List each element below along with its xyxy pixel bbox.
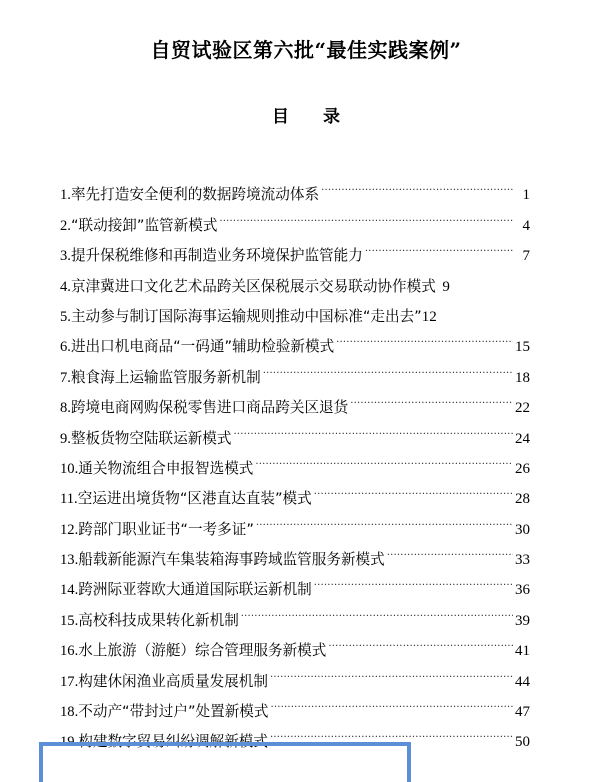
toc-leader-dots <box>270 655 513 685</box>
toc-entry-number: 17. <box>60 673 79 690</box>
toc-entry-page-number: 36 <box>515 582 530 599</box>
toc-entry-title <box>60 272 436 302</box>
toc-leader-dots <box>314 473 513 503</box>
toc-entry-number: 15. <box>60 612 79 629</box>
toc-entry-number: 14. <box>60 582 79 599</box>
toc-leader-dots <box>270 716 513 746</box>
toc-entry-number: 13. <box>60 552 79 569</box>
toc-entry-label: 船载新能源汽车集装箱海事跨域监管服务新模式 <box>78 551 385 569</box>
toc-leader-dots <box>336 321 513 351</box>
toc-entry-number: 2. <box>60 217 71 234</box>
toc-entry-title <box>60 667 268 697</box>
toc-entry-number: 5. <box>60 308 71 325</box>
toc-leader-dots <box>387 534 513 564</box>
toc-entry-number: 9. <box>60 430 71 447</box>
toc-entry-number: 18. <box>60 704 79 721</box>
toc-entry-label: 跨洲际亚蓉欧大通道国际联运新机制 <box>78 581 312 599</box>
toc-leader-dots <box>255 443 513 473</box>
toc-entry-number: 1. <box>60 187 71 204</box>
toc-leader-dots <box>219 199 514 229</box>
toc-entry-number: 11. <box>60 491 78 508</box>
toc-entry-label: 提升保税维修和再制造业务环境保护监管能力 <box>70 247 363 265</box>
toc-entry-page-number: 41 <box>515 643 530 660</box>
document-title: 自贸试验区第六批“最佳实践案例” <box>150 38 462 62</box>
toc-entry-title <box>60 454 253 484</box>
toc-entry-label: 构建休闲渔业高质量发展机制 <box>78 672 268 690</box>
toc-leader-dots <box>350 382 513 412</box>
toc-leader-dots <box>321 169 514 199</box>
toc-entry-page-number: 7 <box>522 248 530 265</box>
toc-leader-dots <box>263 351 513 381</box>
toc-entry-title <box>60 363 261 393</box>
toc-entry-page-number: 22 <box>515 400 530 417</box>
toc-entry-label: 不动产“带封过户”处置新模式 <box>78 703 269 721</box>
toc-entry-label: 构建数字贸易纠纷调解新模式 <box>78 733 268 751</box>
toc-entry-number: 19. <box>60 734 79 751</box>
toc-entry-label: 京津冀进口文化艺术品跨关区保税展示交易联动协作模式 <box>70 277 436 295</box>
toc-entry-number: 4. <box>60 278 71 295</box>
table-of-contents <box>60 169 530 751</box>
toc-entry-page-number: 28 <box>515 491 530 508</box>
toc-entry-page-number: 44 <box>515 673 530 690</box>
toc-leader-dots <box>234 412 514 442</box>
toc-entry-label: 率先打造安全便利的数据跨境流动体系 <box>70 186 320 204</box>
toc-leader-dots <box>328 625 513 655</box>
toc-entry-title <box>60 515 254 545</box>
toc-entry-number: 16. <box>60 643 79 660</box>
toc-entry-page-number: 9 <box>442 278 450 295</box>
toc-leader-dots <box>271 686 514 716</box>
toc-leader-dots <box>241 594 513 624</box>
toc-entry-label: 高校科技成果转化新机制 <box>78 611 239 629</box>
toc-entry-number: 8. <box>60 400 71 417</box>
toc-entry-label: “联动接卸”监管新模式 <box>70 216 218 234</box>
toc-leader-dots <box>314 564 513 594</box>
toc-entry-page-number: 30 <box>515 521 530 538</box>
toc-entry-page-number: 4 <box>522 217 530 234</box>
toc-entry-page-number: 18 <box>515 369 530 386</box>
toc-entry-label: 进出口机电商品“一码通”辅助检验新模式 <box>70 338 335 356</box>
toc-entry-title <box>60 424 232 454</box>
toc-entry-label: 水上旅游（游艇）综合管理服务新模式 <box>78 642 327 660</box>
toc-entry-page-number: 33 <box>515 552 530 569</box>
toc-entry-label: 跨境电商网购保税零售进口商品跨关区退货 <box>70 399 349 417</box>
toc-leader-dots <box>256 503 513 533</box>
toc-entry-label: 通关物流组合申报智选模式 <box>78 459 254 477</box>
toc-entry-number: 7. <box>60 369 71 386</box>
toc-entry-page-number: 1 <box>522 187 530 204</box>
toc-entry-label: 整板货物空陆联运新模式 <box>70 429 232 447</box>
toc-entry-title <box>60 606 239 636</box>
toc-entry-number: 6. <box>60 339 71 356</box>
toc-entry-number: 12. <box>60 521 79 538</box>
toc-entry-label: 主动参与制订国际海事运输规则推动中国标准“走出去” <box>70 307 422 325</box>
toc-leader-dots <box>365 230 514 260</box>
toc-entry-title <box>60 697 269 727</box>
toc-entry[interactable] <box>60 169 530 204</box>
toc-entry-page-number: 24 <box>515 430 530 447</box>
toc-entry-title <box>60 241 363 271</box>
toc-entry-label: 跨部门职业证书“一考多证” <box>78 520 254 538</box>
toc-entry-label: 粮食海上运输监管服务新机制 <box>70 368 261 386</box>
toc-entry-page-number: 15 <box>515 339 530 356</box>
toc-entry-number: 10. <box>60 460 79 477</box>
toc-entry-page-number: 47 <box>515 704 530 721</box>
toc-entry-title <box>60 727 268 757</box>
toc-entry-page-number: 12 <box>421 308 437 325</box>
toc-heading: 目录 <box>272 107 374 127</box>
toc-entry-label: 空运进出境货物“区港直达直装”模式 <box>77 490 312 508</box>
toc-entry-page-number: 50 <box>515 734 530 751</box>
toc-entry-title <box>60 211 217 241</box>
toc-entry-page-number: 26 <box>515 460 530 477</box>
toc-entry-number: 3. <box>60 248 71 265</box>
toc-entry-page-number: 39 <box>515 612 530 629</box>
